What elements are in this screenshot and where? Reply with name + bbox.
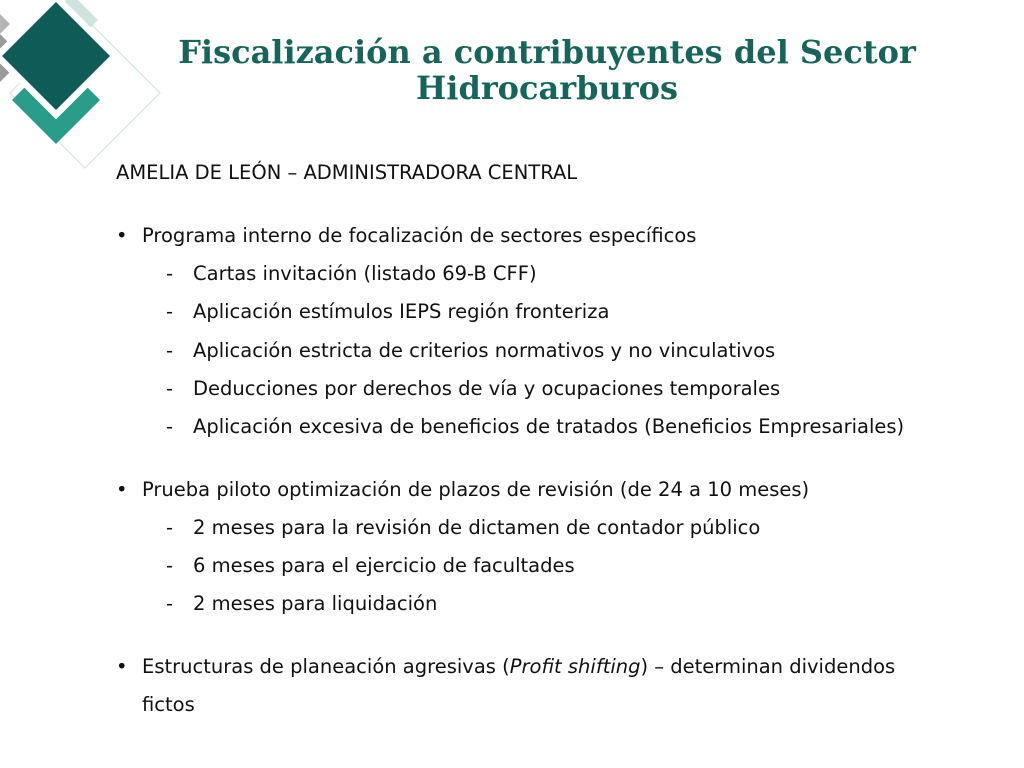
dash-icon: - [166, 262, 174, 285]
section3-heading-pre: Estructuras de planeación agresivas ( [142, 655, 510, 678]
section2-heading: Prueba piloto optimización de plazos de revisión (de 24 a 10 meses) [142, 478, 810, 501]
section3-heading-post: ) – determinan dividendos [640, 655, 896, 678]
section3-heading-line2: fictos [142, 693, 195, 716]
section3-heading-italic: Profit shifting [509, 655, 641, 678]
section2-item: 6 meses para el ejercicio de facultades [193, 554, 575, 577]
slide-title [150, 34, 944, 106]
corner-decoration [0, 0, 170, 170]
dash-icon: - [166, 516, 174, 539]
slide-subtitle: AMELIA DE LEÓN – ADMINISTRADORA CENTRAL [116, 161, 578, 184]
dash-icon: - [166, 592, 174, 615]
section1-item: Aplicación estímulos IEPS región fronteriza [193, 300, 610, 323]
bullet-icon: • [116, 478, 128, 501]
bullet-icon: • [116, 655, 128, 678]
dash-icon: - [166, 415, 174, 438]
diamond-small-gray [0, 10, 10, 38]
section1-item: Deducciones por derechos de vía y ocupaciones temporales [193, 377, 781, 400]
section2-item: 2 meses para la revisión de dictamen de contador público [193, 516, 761, 539]
section1-heading: Programa interno de focalización de sectores específicos [142, 224, 697, 247]
slide-title-line1: Fiscalización a contribuyentes del Sector [178, 33, 916, 71]
dash-icon: - [166, 377, 174, 400]
section1-item: Aplicación estricta de criterios normativos y no vinculativos [193, 339, 776, 362]
bullet-icon: • [116, 224, 128, 247]
section3-heading [142, 655, 895, 679]
dash-icon: - [166, 554, 174, 577]
slide-title-line2: Hidrocarburos [416, 69, 678, 107]
section2-item: 2 meses para liquidación [193, 592, 438, 615]
section1-item: Aplicación excesiva de beneficios de tratados (Beneficios Empresariales) [193, 415, 905, 438]
section1-item: Cartas invitación (listado 69-B CFF) [193, 262, 537, 285]
dash-icon: - [166, 300, 174, 323]
dash-icon: - [166, 339, 174, 362]
